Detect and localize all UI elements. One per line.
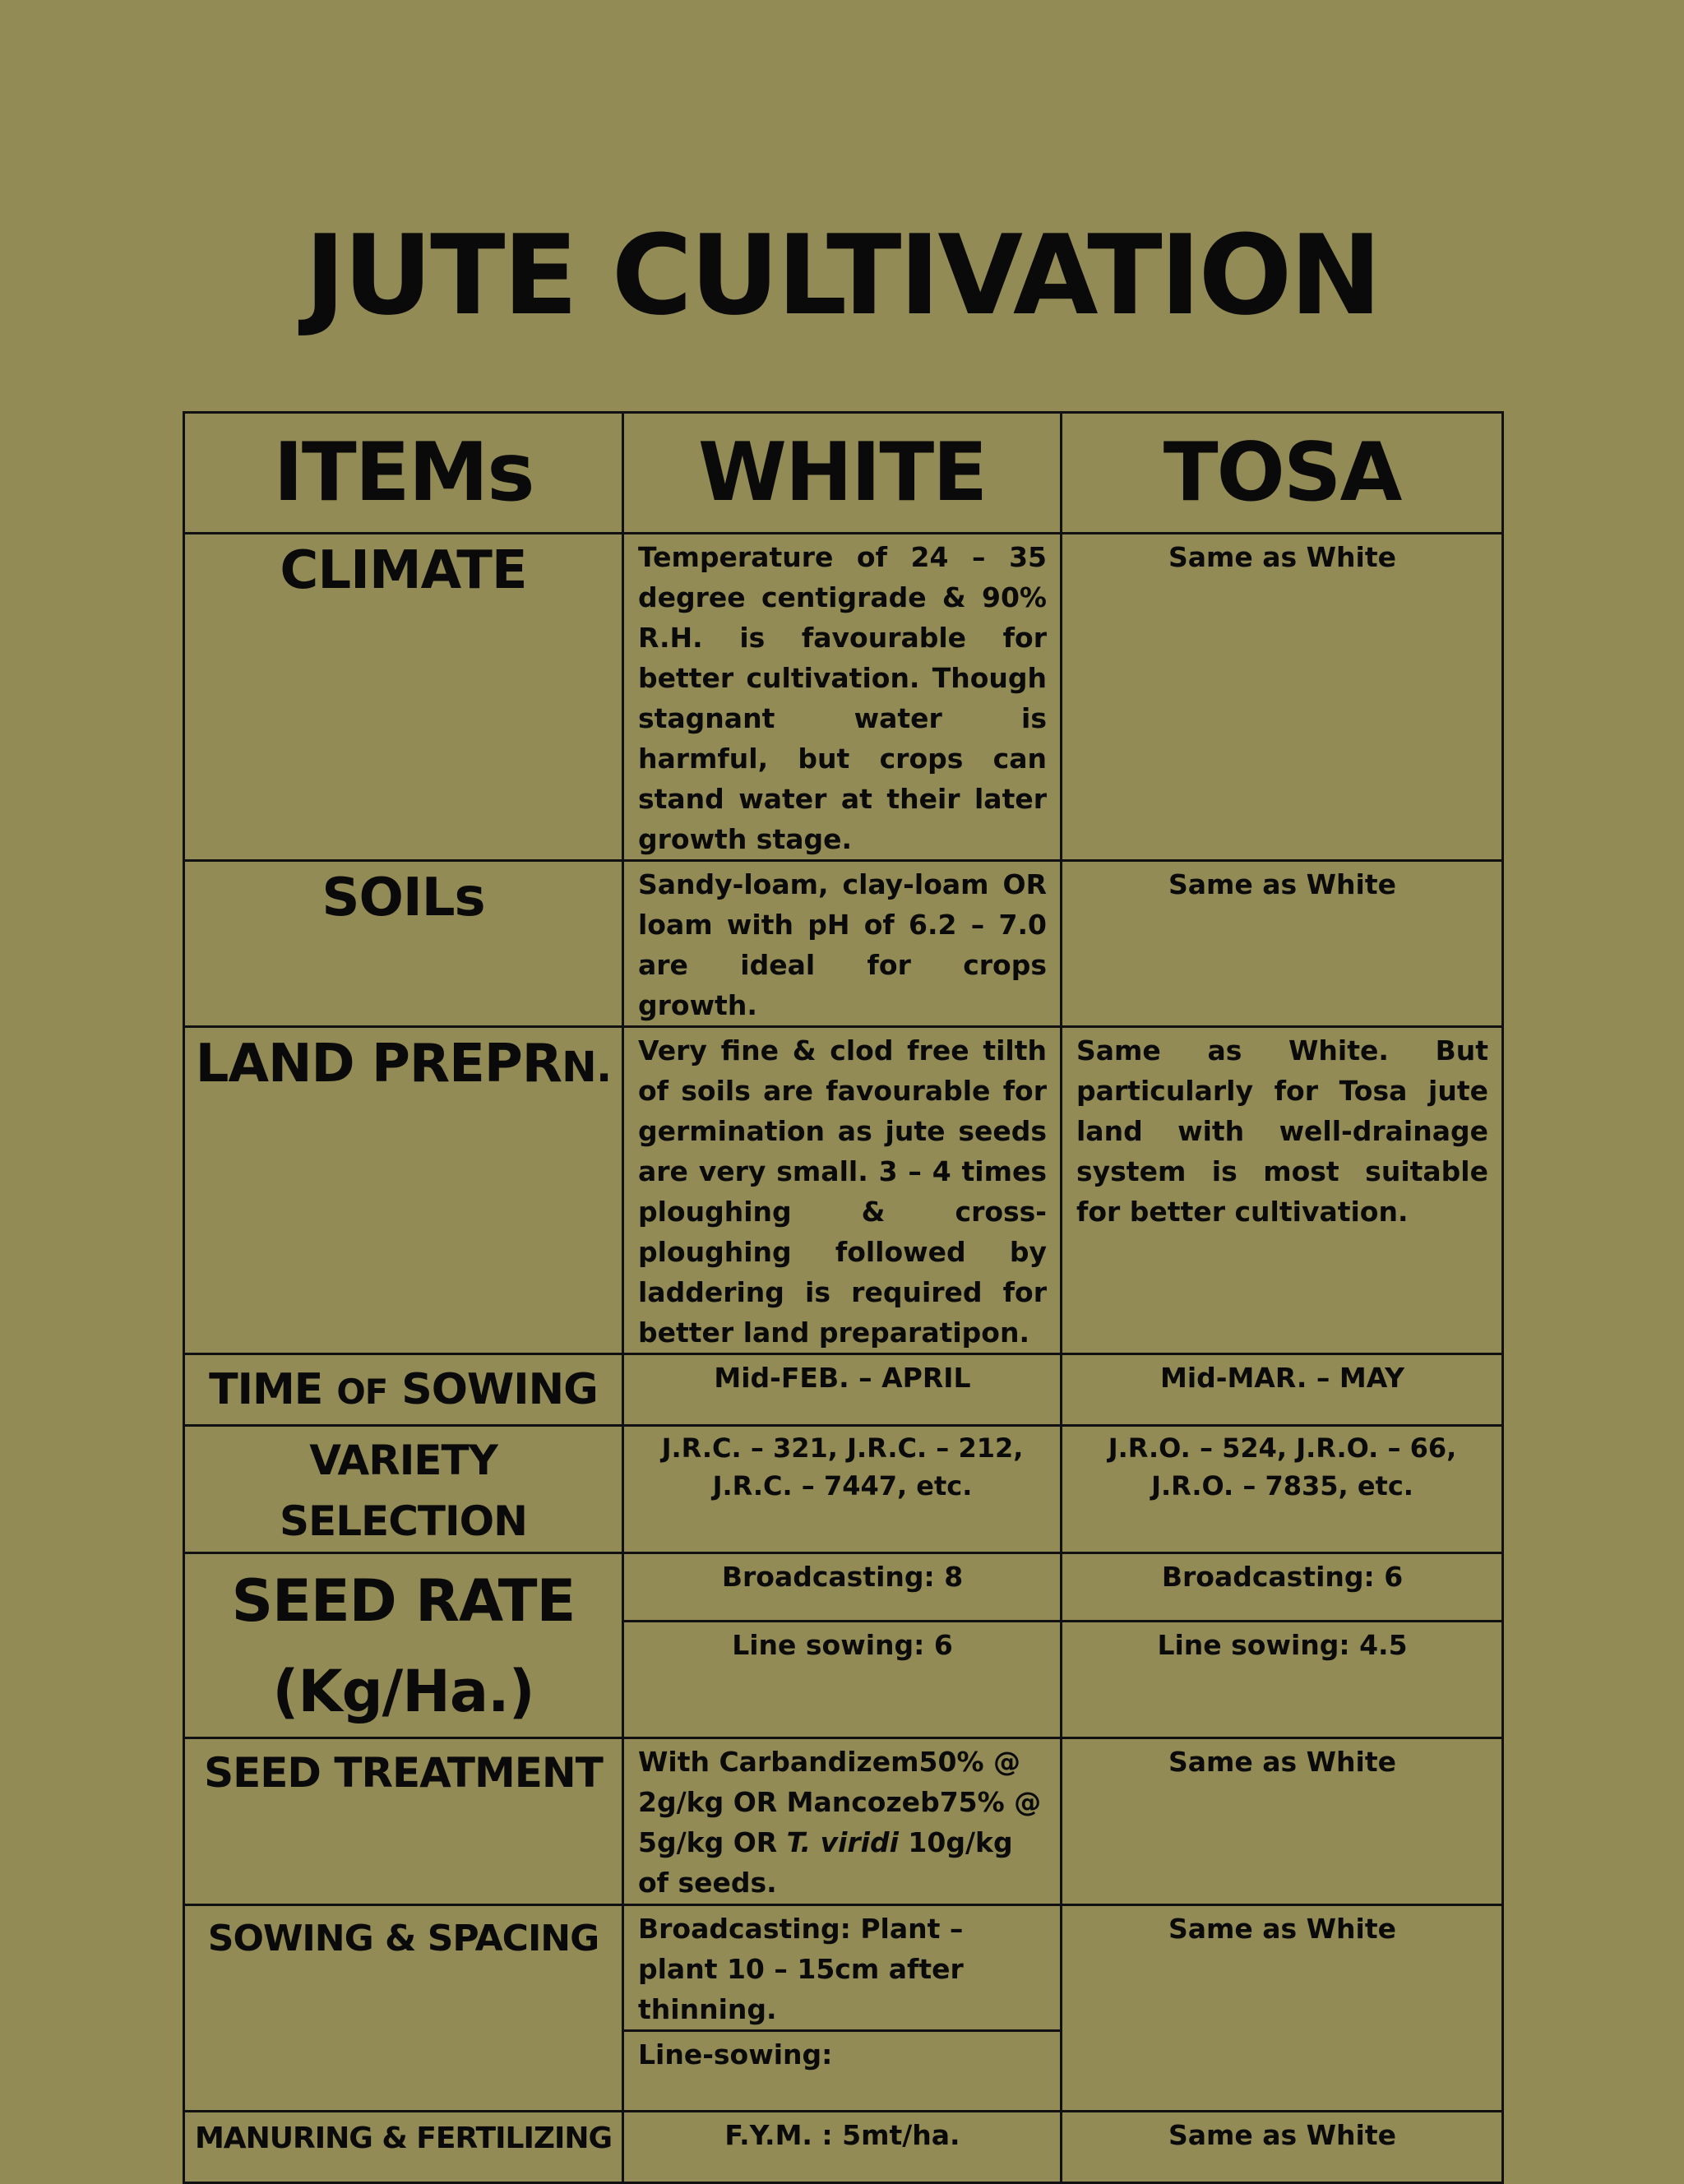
table-row-climate: [184, 534, 1503, 861]
white-time-of-sowing: Mid-FEB. – APRIL: [623, 1354, 1062, 1426]
white-treatment-text-a: With Carbandizem50% @ 2g/kg OR Mancozeb75% @ 5g/kg OR: [638, 1746, 1042, 1858]
tosa-manuring: Same as White: [1062, 2112, 1503, 2183]
item-seed-rate: [184, 1553, 623, 1738]
item-land-preparation: [184, 1027, 623, 1354]
tosa-soils: Same as White: [1062, 861, 1503, 1027]
item-land-main: LAND PREPR: [195, 1034, 562, 1094]
item-soils: SOILs: [184, 861, 623, 1027]
white-manuring: F.Y.M. : 5mt/ha.: [623, 2112, 1062, 2183]
table-row-sowing-spacing: [184, 1905, 1503, 2031]
tosa-variety-line-1: J.R.O. – 524, J.R.O. – 66,: [1108, 1432, 1457, 1464]
table-row-seed-treatment: [184, 1738, 1503, 1905]
white-treatment-italic: T. viridi: [786, 1826, 899, 1858]
white-variety-line-1: J.R.C. – 321, J.R.C. – 212,: [661, 1432, 1024, 1464]
tosa-seed-rate-broadcasting: Broadcasting: 6: [1062, 1553, 1503, 1622]
tosa-seed-treatment: Same as White: [1062, 1738, 1503, 1905]
tosa-land-preparation: Same as White. But particularly for Tosa jute land with well-drainage system is most suitable for better cultivation.: [1062, 1027, 1503, 1354]
header-tosa: TOSA: [1062, 413, 1503, 534]
item-time-of: OF: [336, 1372, 388, 1412]
header-white: WHITE: [623, 413, 1062, 534]
white-seed-rate-line-sowing: Line sowing: 6: [623, 1622, 1062, 1738]
table-row-manuring: [184, 2112, 1503, 2183]
white-variety-line-2: J.R.C. – 7447, etc.: [712, 1470, 973, 1502]
item-time-of-sowing: [184, 1354, 623, 1426]
white-treatment-text-b: 10g/kg of seeds.: [638, 1826, 1013, 1899]
item-seed-treatment: SEED TREATMENT: [184, 1738, 623, 1905]
tosa-climate: Same as White: [1062, 534, 1503, 861]
tosa-time-of-sowing: Mid-MAR. – MAY: [1062, 1354, 1503, 1426]
item-variety-selection: VARIETY SELECTION: [184, 1426, 623, 1553]
white-climate: Temperature of 24 – 35 degree centigrade & 90% R.H. is favourable for better cultivation. Though stagnant water is harmful, but crops can stand water at their later growth stage.: [623, 534, 1062, 861]
header-items: ITEMs: [184, 413, 623, 534]
item-seed-rate-line-2: (Kg/Ha.): [272, 1658, 534, 1725]
item-climate: CLIMATE: [184, 534, 623, 861]
tosa-variety-selection: [1062, 1426, 1503, 1553]
table-row-variety-selection: [184, 1426, 1503, 1553]
tosa-sowing-spacing: Same as White: [1062, 1905, 1503, 2112]
white-seed-rate-broadcasting: Broadcasting: 8: [623, 1553, 1062, 1622]
table-row-time-of-sowing: [184, 1354, 1503, 1426]
item-seed-rate-line-1: SEED RATE: [231, 1567, 576, 1635]
item-time-b: SOWING: [387, 1365, 598, 1414]
tosa-seed-rate-line-sowing: Line sowing: 4.5: [1062, 1622, 1503, 1738]
item-sowing-spacing: SOWING & SPACING: [184, 1905, 623, 2112]
item-land-suffix: N.: [562, 1043, 612, 1092]
item-time-a: TIME: [209, 1365, 337, 1414]
table-row-seed-rate: [184, 1553, 1503, 1622]
table-header-row: [184, 413, 1503, 534]
table-row-soils: [184, 861, 1503, 1027]
tosa-variety-line-2: J.R.O. – 7835, etc.: [1151, 1470, 1413, 1502]
white-seed-treatment: [623, 1738, 1062, 1905]
white-sowing-broadcasting: Broadcasting: Plant – plant 10 – 15cm after thinning.: [623, 1905, 1062, 2031]
white-soils: Sandy-loam, clay-loam OR loam with pH of 6.2 – 7.0 are ideal for crops growth.: [623, 861, 1062, 1027]
white-land-preparation: Very fine & clod free tilth of soils are favourable for germination as jute seeds are very small. 3 – 4 times ploughing & cross- ploughing followed by laddering is required for better land preparatipon.: [623, 1027, 1062, 1354]
item-manuring-fertilizing: MANURING & FERTILIZING: [184, 2112, 623, 2183]
cultivation-table: [183, 411, 1504, 2184]
page-title: JUTE CULTIVATION: [304, 211, 1380, 340]
white-sowing-line: Line-sowing:: [623, 2031, 1062, 2112]
table-row-land-preparation: [184, 1027, 1503, 1354]
white-variety-selection: [623, 1426, 1062, 1553]
